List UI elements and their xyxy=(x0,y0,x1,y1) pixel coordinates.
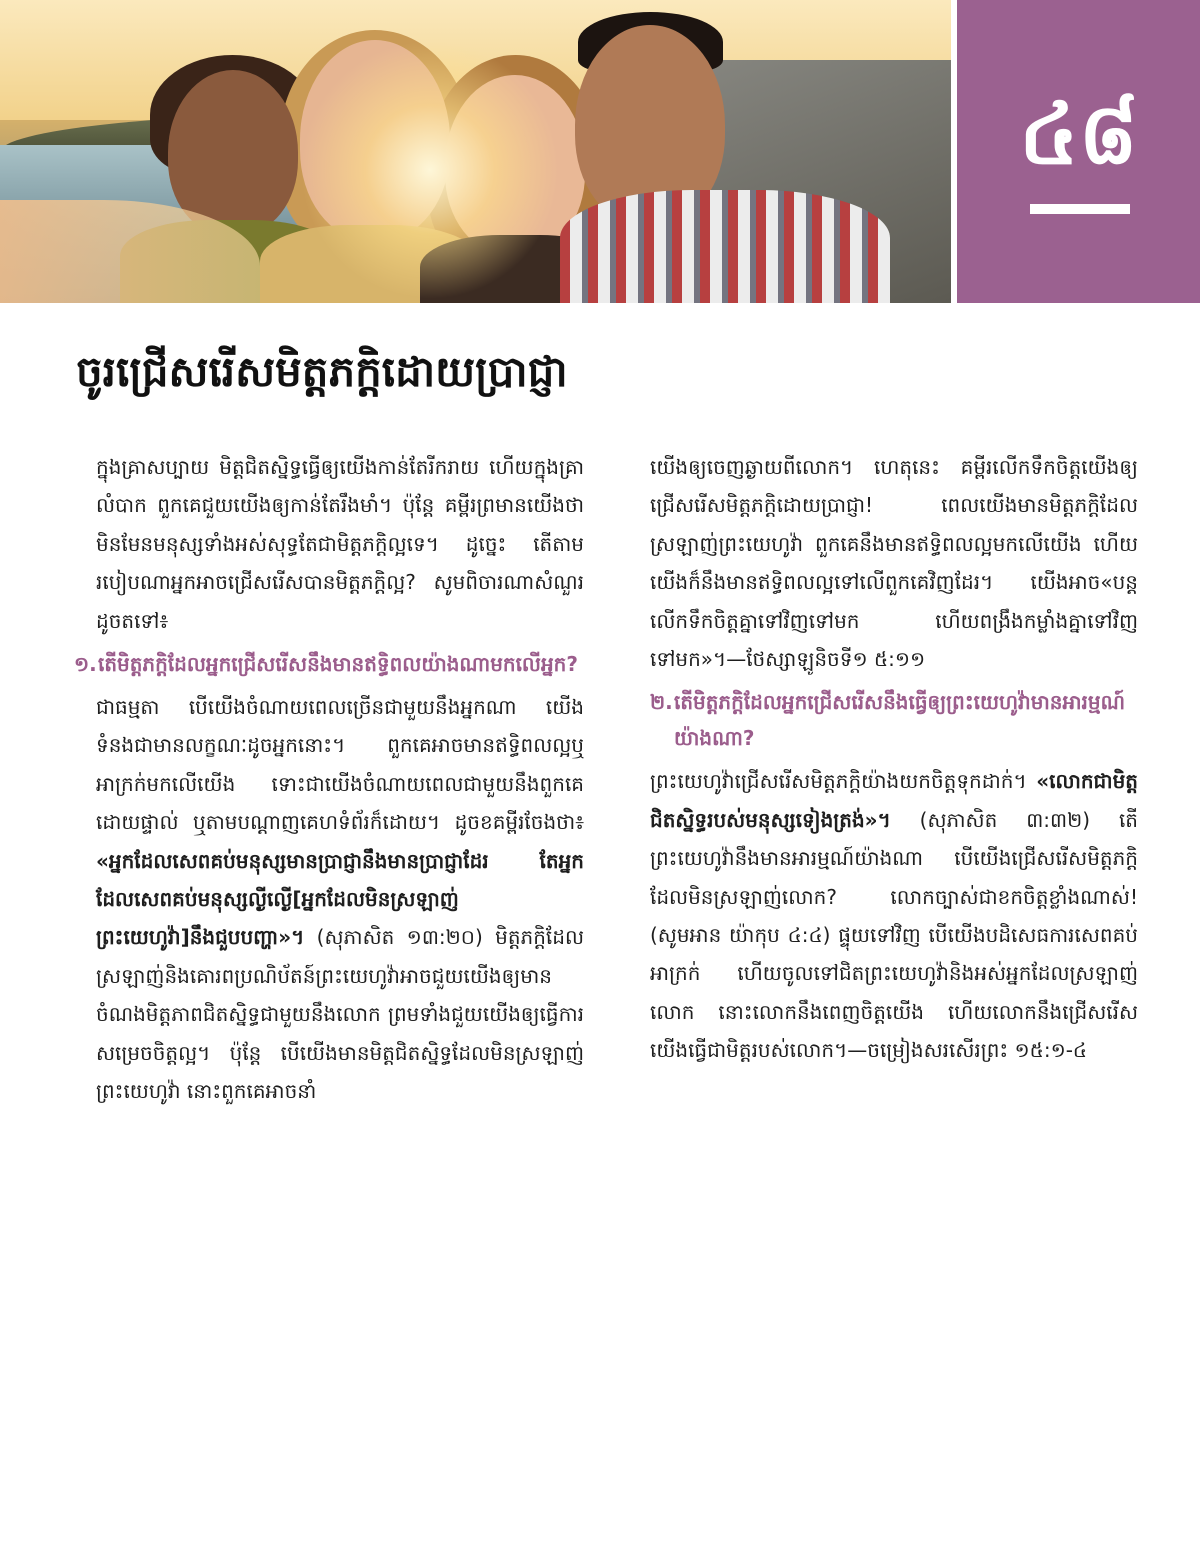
section-1-paragraph xyxy=(96,688,584,1110)
intro-paragraph: ក្នុងគ្រាសប្បាយ មិត្តជិតស្និទ្ធធ្វើឲ្យយើងកាន់តែរីករាយ ហើយក្នុងគ្រាលំបាក ពួកគេជួយយើងឲ្យកាន់តែរឹងមាំ។ ប៉ុន្តែ គម្ពីរព្រមានយើងថាមិនមែនមនុស្សទាំងអស់សុទ្ធតែជាមិត្តភក្ដិល្អទេ។ ដូច្នេះ តើតាមរបៀបណាអ្នកអាចជ្រើសរើសបានមិត្តភក្ដិល្អ? សូមពិចារណាសំណួរដូចតទៅ៖ xyxy=(96,455,584,633)
section-2-paragraph xyxy=(650,762,1138,1069)
question-1-text: តើមិត្តភក្ដិដែលអ្នកជ្រើសរើសនឹងមានឥទ្ធិពលយ៉ាងណាមកលើអ្នក? xyxy=(98,652,578,677)
column-right xyxy=(650,448,1138,1076)
header-photo xyxy=(0,0,951,303)
lesson-number-block xyxy=(957,0,1200,303)
section-2-text-b: (សុភាសិត ៣:៣២) តើព្រះយេហូវ៉ានឹងមានអារម្មណ៍យ៉ាងណា បើយើងជ្រើសរើសមិត្តភក្ដិដែលមិនស្រឡាញ់លោក? លោកច្បាស់ជាខកចិត្តខ្លាំងណាស់! (សូមអាន យ៉ាកុប ៤:៤) ផ្ទុយទៅវិញ បើយើងបដិសេធការសេពគប់អាក្រក់ ហើយចូលទៅជិតព្រះយេហូវ៉ានិងអស់អ្នកដែលស្រឡាញ់លោក នោះលោកនឹងពេញចិត្តយើង ហើយលោកនឹងជ្រើសរើសយើងធ្វើជាមិត្តរបស់លោក។—ចម្រៀងសរសើរព្រះ ១៥:១-៤ xyxy=(650,807,1138,1063)
question-2-text: តើមិត្តភក្ដិដែលអ្នកជ្រើសរើសនឹងធ្វើឲ្យព្រះយេហូវ៉ាមានអារម្មណ៍យ៉ាងណា? xyxy=(674,690,1125,751)
column-left xyxy=(74,448,584,1117)
section-1-text-a: ជាធម្មតា បើយើងចំណាយពេលច្រើនជាមួយនឹងអ្នកណា យើងទំនងជាមានលក្ខណៈដូចអ្នកនោះ។ ពួកគេអាចមានឥទ្ធិពលល្អឬអាក្រក់មកលើយើង ទោះជាយើងចំណាយពេលជាមួយនឹងពួកគេដោយផ្ទាល់ ឬតាមបណ្ដាញគេហទំព័រក៏ដោយ។ ដូចខគម្ពីរចែងថា៖ xyxy=(96,695,584,835)
lesson-underline xyxy=(1030,204,1130,214)
page-title: ចូរជ្រើសរើសមិត្តភក្ដិដោយប្រាជ្ញា xyxy=(76,347,568,396)
question-1-number: ១. xyxy=(74,652,97,677)
section-1-quote: «អ្នកដែលសេពគប់មនុស្សមានប្រាជ្ញានឹងមានប្រាជ្ញាដែរ តែអ្នកដែលសេពគប់មនុស្សល្ងីល្ងើ[អ្នកដែលមិនស្រឡាញ់ព្រះយេហូវ៉ា]នឹងជួបបញ្ហា»។ xyxy=(96,848,584,950)
question-2-heading xyxy=(650,684,1138,756)
question-2-number: ២. xyxy=(650,690,673,715)
section-1-continuation: យើងឲ្យចេញឆ្ងាយពីលោក។ ហេតុនេះ គម្ពីរលើកទឹកចិត្តយើងឲ្យជ្រើសរើសមិត្តភក្ដិដោយប្រាជ្ញា! ពេលយើងមានមិត្តភក្ដិដែលស្រឡាញ់ព្រះយេហូវ៉ា ពួកគេនឹងមានឥទ្ធិពលល្អមកលើយើង ហើយយើងក៏នឹងមានឥទ្ធិពលល្អទៅលើពួកគេវិញដែរ។ យើងអាច«បន្តលើកទឹកចិត្តគ្នាទៅវិញទៅមក ហើយពង្រឹងកម្លាំងគ្នាទៅវិញទៅមក»។—ថែស្សាឡូនិចទី១ ៥:១១ xyxy=(650,455,1138,672)
section-1-text-b: (សុភាសិត ១៣:២០) មិត្តភក្ដិដែលស្រឡាញ់និងគោរពប្រណិប័តន៍ព្រះយេហូវ៉ាអាចជួយយើងឲ្យមានចំណងមិត្តភាពជិតស្និទ្ធជាមួយនឹងលោក ព្រមទាំងជួយយើងឲ្យធ្វើការសម្រេចចិត្តល្អ។ ប៉ុន្តែ បើយើងមានមិត្តជិតស្និទ្ធដែលមិនស្រឡាញ់ព្រះយេហូវ៉ា នោះពួកគេអាចនាំ xyxy=(96,925,584,1104)
lesson-number: ៤៨ xyxy=(1019,85,1138,183)
question-1-heading xyxy=(74,646,584,682)
section-2-text-a: ព្រះយេហូវ៉ាជ្រើសរើសមិត្តភក្ដិយ៉ាងយកចិត្តទុកដាក់។ xyxy=(650,769,1037,794)
section-2-quote: «លោកជាមិត្តជិតស្និទ្ធរបស់មនុស្សទៀងត្រង់»។ xyxy=(650,769,1138,832)
